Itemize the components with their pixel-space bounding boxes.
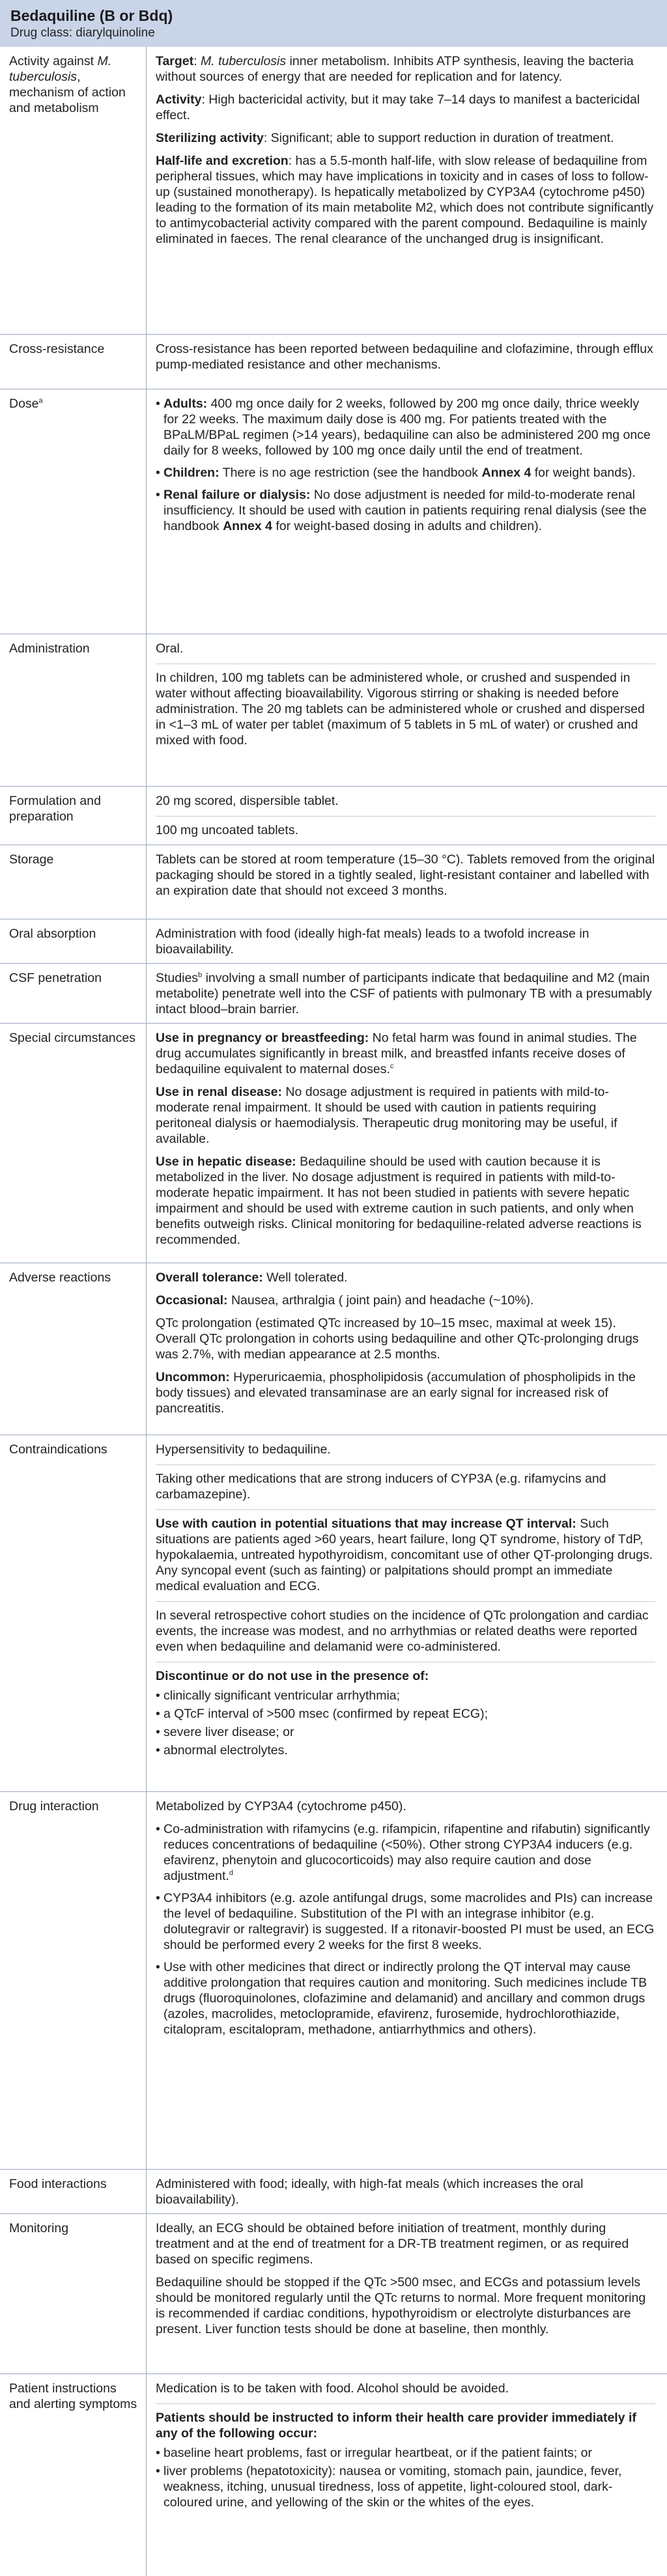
body-text: In children, 100 mg tablets can be administered whole, or crushed and suspended in water without affecting bioavailability. Vigorous stirring or shaking is needed before administration. The 20 mg tablets can be administered whole or crushed and dispersed in <1–3 mL of water per tablet (maximum of 5 tablets in 5 mL of water) or crushed and mixed with food.: [156, 664, 655, 748]
list-item: • Use with other medicines that direct or indirectly prolong the QT interval may cause additive prolongation that requires caution and monitoring. Such medicines include TB drugs (fluoroquinolones, clofazimine and delamanid) and ancillary and common drugs (azoles, macrolides, metoclopramide, efavirenz, furosemide, hydrochlorothiazide, citalopram, escitalopram, methadone, antiarrhythmics and others).: [156, 1959, 655, 2037]
row-dose: [0, 389, 667, 634]
row-formulation: [0, 787, 667, 845]
body-text: There is no age restriction (see the handbook: [219, 466, 482, 480]
term: Use in hepatic disease:: [156, 1155, 296, 1169]
row-food-interactions: [0, 2170, 667, 2214]
body-text: Such situations are patients aged >60 years, heart failure, long QT syndrome, history of TdP, hypokalaemia, untreated hypothyroidism, concomitant use of other QT-prolonging drugs. Any syncopal event (such as fainting) or palpitations should prompt an immediate medical evaluation and ECG.: [156, 1517, 653, 1593]
body-text: No dosage adjustment is required in patients with mild-to-moderate renal impairment. It should be used with caution in patients requiring peritoneal dialysis or haemodialysis. Therapeutic drug monitoring may be useful, if available.: [156, 1085, 617, 1146]
row-activity: [0, 47, 667, 335]
drug-class: Drug class: diarylquinoline: [10, 26, 155, 40]
body-text: for weight bands).: [531, 466, 636, 480]
row-content: [146, 389, 667, 634]
row-content: Administered with food; ideally, with high-fat meals (which increases the oral bioavailability).: [146, 2170, 667, 2213]
list-item: • abnormal electrolytes.: [156, 1743, 655, 1758]
annex-reference: Annex 4: [481, 466, 532, 480]
list-text: clinically significant ventricular arrhythmia;: [163, 1688, 401, 1703]
footnote-marker: c: [390, 1062, 394, 1071]
body-text: inner metabolism. Inhibits ATP synthesis, leaving the bacteria without sources of energy that are needed for replication and for latency.: [156, 54, 634, 84]
row-label: Adverse reactions: [9, 1270, 111, 1285]
body-text: for weight-based dosing in adults and children).: [272, 519, 543, 533]
term: Use with caution in potential situations that may increase QT interval:: [156, 1517, 576, 1531]
row-label: Patient instructions and alerting symptoms: [9, 2381, 137, 2411]
footnote-marker: a: [38, 397, 43, 405]
row-cross-resistance: [0, 335, 667, 389]
body-text: No dose adjustment is needed for mild-to-moderate renal insufficiency. It should be used with caution in patients requiring renal dialysis (see the handbook: [163, 488, 647, 533]
term: Use in renal disease:: [156, 1085, 283, 1099]
row-storage: [0, 845, 667, 919]
body-text: No fetal harm was found in animal studies. The drug accumulates significantly in breast milk, and breastfed infants receive doses of bedaquiline equivalent to maternal doses.: [156, 1031, 637, 1076]
row-label: Special circumstances: [9, 1031, 135, 1045]
term: Adults:: [163, 397, 208, 411]
body-text: Hypersensitivity to bedaquiline.: [156, 1442, 331, 1457]
term: Children:: [163, 466, 220, 480]
row-label: [0, 47, 146, 334]
body-text: Studies: [156, 971, 199, 985]
term: Renal failure or dialysis:: [163, 488, 311, 502]
row-content: [146, 47, 667, 334]
body-text: 400 mg once daily for 2 weeks, followed by 200 mg once daily, thrice weekly for 22 weeks. The maximum daily dose is 400 mg. For patients treated with the BPaLM/BPaL regimen (>14 years), bedaquiline can also be administered 200 mg once daily for 8 weeks, followed by 100 mg once daily until the end of treatment.: [163, 397, 651, 458]
row-special-circumstances: [0, 1024, 667, 1263]
body-text: Medication is to be taken with food. Alcohol should be avoided.: [156, 2381, 509, 2396]
row-content: [146, 1024, 667, 1263]
body-text: Co-administration with rifamycins (e.g. rifampicin, rifapentine and rifabutin) significantly reduces concentrations of bedaquiline (<50%). Other strong CYP3A4 inducers (e.g. efavirenz, phenytoin and glucocorticoids) may also require caution and dose adjustment.: [163, 1822, 650, 1883]
term: Use in pregnancy or breastfeeding:: [156, 1031, 369, 1045]
row-adverse-reactions: [0, 1263, 667, 1435]
term: Half-life and excretion: [156, 154, 289, 168]
body-text: CYP3A4 inhibitors (e.g. azole antifungal drugs, some macrolides and PIs) can increase the level of bedaquiline. Substitution of the PI with an integrase inhibitor (e.g. dolutegravir or raltegravir) is suggested. If a ritonavir-boosted PI must be used, an ECG should be performed every 2 weeks for the first 8 weeks.: [163, 1891, 655, 1952]
label-text: Dose: [9, 397, 39, 411]
page-title: Bedaquiline (B or Bdq): [10, 7, 173, 24]
row-content: [146, 1263, 667, 1435]
list-text: liver problems (hepatotoxicity): nausea or vomiting, stomach pain, jaundice, fever, weakness, itching, unusual tiredness, loss of appetite, light-coloured stool, dark-coloured urine, and yellowing of the skin or the whites of the eyes.: [163, 2464, 622, 2510]
body-text: Well tolerated.: [263, 1270, 348, 1285]
body-text: 100 mg uncoated tablets.: [156, 816, 655, 838]
row-administration: [0, 634, 667, 787]
row-label: Formulation and preparation: [9, 794, 101, 824]
body-text: : has a 5.5-month half-life, with slow release of bedaquiline from peripheral tissues, which may have implications in toxicity and in cases of loss to follow-up (sustained monotherapy). Is hepatically metabolized by CYP3A4 (cytochrome p450) leading to the formation of its main metabolite M2, which does not contribute significantly to antimycobacterial activity compared with the parent compound. Bedaquiline is mainly eliminated in faeces. The renal clearance of the unchanged drug is insignificant.: [156, 154, 654, 246]
list-item: • baseline heart problems, fast or irregular heartbeat, or if the patient faints; or: [156, 2445, 655, 2461]
body-text: Metabolized by CYP3A4 (cytochrome p450).: [156, 1799, 406, 1813]
row-content: Cross-resistance has been reported between bedaquiline and clofazimine, through efflux pump-mediated resistance and other mechanisms.: [146, 335, 667, 389]
monograph-header: [0, 0, 667, 47]
list-item: • CYP3A4 inhibitors (e.g. azole antifungal drugs, some macrolides and PIs) can increase the level of bedaquiline. Substitution of the PI with an integrase inhibitor (e.g. dolutegravir or raltegravir) is suggested. If a ritonavir-boosted PI must be used, an ECG should be performed every 2 weeks for the first 8 weeks.: [156, 1891, 655, 1952]
row-label: Administration: [9, 641, 90, 656]
list-item: • liver problems (hepatotoxicity): nausea or vomiting, stomach pain, jaundice, fever, weakness, itching, unusual tiredness, loss of appetite, light-coloured stool, dark-coloured urine, and yellowing of the skin or the whites of the eyes.: [156, 2463, 655, 2510]
label-text: Activity against: [9, 54, 98, 68]
label-text: , mechanism of action and metabolism: [9, 70, 126, 115]
row-label: Monitoring: [9, 2221, 69, 2235]
list-text: severe liver disease; or: [163, 1725, 294, 1739]
label-italic: M. tuberculosis: [9, 54, 112, 84]
body-text: QTc prolongation (estimated QTc increased by 10–15 msec, maximal at week 15). Overall QTc prolongation in cohorts using bedaquiline and other QTc-prolonging drugs was 2.7%, with median appearance at 2.5 months.: [156, 1316, 639, 1362]
annex-reference: Annex 4: [223, 519, 272, 533]
row-label: Oral absorption: [9, 927, 96, 941]
row-label: Contraindications: [9, 1442, 107, 1457]
row-drug-interaction: [0, 1792, 667, 2170]
footnote-marker: b: [198, 971, 203, 979]
list-item: • severe liver disease; or: [156, 1724, 655, 1740]
term: Patients should be instructed to inform their health care provider immediately if any of the following occur:: [156, 2411, 636, 2441]
body-text: Bedaquiline should be stopped if the QTc >500 msec, and ECGs and potassium levels should be monitored regularly until the QTc returns to normal. More frequent monitoring is recommended if cardiac conditions, hypothyroidism or electrolyte disturbances are present. Liver function tests should be done at baseline, then monthly.: [156, 2275, 646, 2336]
row-label: CSF penetration: [9, 971, 102, 985]
row-oral-absorption: [0, 919, 667, 964]
body-text: Nausea, arthralgia ( joint pain) and headache (~10%).: [227, 1293, 534, 1308]
row-content: [146, 1792, 667, 2169]
row-content: [146, 964, 667, 1023]
row-content: [146, 634, 667, 786]
row-label: [0, 389, 146, 634]
row-content: Administration with food (ideally high-fat meals) leads to a twofold increase in bioavailability.: [146, 919, 667, 963]
body-text: Oral.: [156, 641, 184, 656]
list-item: • Children: There is no age restriction (see the handbook Annex 4 for weight bands).: [156, 466, 636, 480]
term: Overall tolerance:: [156, 1270, 263, 1285]
body-text: Ideally, an ECG should be obtained before initiation of treatment, monthly during treatment and at the end of treatment for a DR-TB treatment regimen, or as required based on specific regimens.: [156, 2221, 629, 2267]
term: Occasional:: [156, 1293, 228, 1308]
row-content: [146, 1435, 667, 1791]
list-item: • clinically significant ventricular arrhythmia;: [156, 1688, 655, 1703]
body-text: involving a small number of participants indicate that bedaquiline and M2 (main metabolite) penetrate well into the CSF of patients with pulmonary TB with a presumably intact blood–brain barrier.: [156, 971, 652, 1016]
term: Uncommon:: [156, 1370, 230, 1384]
row-content: [146, 787, 667, 845]
list-text: baseline heart problems, fast or irregular heartbeat, or if the patient faints; or: [163, 2446, 592, 2460]
body-text: : Significant; able to support reduction in duration of treatment.: [263, 131, 614, 145]
list-item: • Adults: 400 mg once daily for 2 weeks, followed by 200 mg once daily, thrice weekly for 22 weeks. The maximum daily dose is 400 mg. For patients treated with the BPaLM/BPaL regimen (>14 years), bedaquiline can also be administered 200 mg once daily for 8 weeks, followed by 100 mg once daily until the end of treatment.: [156, 397, 651, 458]
body-text: Bedaquiline should be used with caution because it is metabolized in the liver. No dosage adjustment is required in patients with mild-to-moderate hepatic impairment. It has not been studied in patients with severe hepatic impairment and should be used with extreme caution in such patients, and only when benefits outweigh risks. Clinical monitoring for bedaquiline-related adverse reactions is recommended.: [156, 1155, 642, 1247]
term: Discontinue or do not use in the presence of:: [156, 1669, 429, 1683]
list-text: abnormal electrolytes.: [163, 1743, 288, 1757]
body-text: : High bactericidal activity, but it may take 7–14 days to manifest a bactericidal effect.: [156, 92, 640, 122]
term: Sterilizing activity: [156, 131, 264, 145]
list-item: • Co-administration with rifamycins (e.g. rifampicin, rifapentine and rifabutin) significantly reduces concentrations of bedaquiline (<50%). Other strong CYP3A4 inducers (e.g. efavirenz, phenytoin and glucocorticoids) may also require caution and dose adjustment.$^d$: [156, 1822, 650, 1883]
body-text: Hyperuricaemia, phospholipidosis (accumulation of phospholipids in the body tissues) and elevated transaminase are an early signal for increased risk of pancreatitis.: [156, 1370, 636, 1416]
row-content: [146, 2214, 667, 2373]
row-csf-penetration: [0, 964, 667, 1024]
term: Target: [156, 54, 194, 68]
row-label: Food interactions: [9, 2177, 107, 2191]
list-item: • Renal failure or dialysis: No dose adjustment is needed for mild-to-moderate renal insufficiency. It should be used with caution in patients requiring renal dialysis (see the handbook Annex 4 for weight-based dosing in adults and children).: [156, 488, 647, 533]
row-label: Cross-resistance: [9, 342, 105, 356]
list-text: a QTcF interval of >500 msec (confirmed by repeat ECG);: [163, 1707, 488, 1721]
footnote-marker: d: [229, 1869, 233, 1877]
row-content: [146, 2374, 667, 2576]
body-text: In several retrospective cohort studies on the incidence of QTc prolongation and cardiac events, the increase was modest, and no arrhythmias or related deaths were reported even when bedaquiline and delamanid were co-administered.: [156, 1601, 655, 1655]
row-label: Drug interaction: [9, 1799, 99, 1813]
row-monitoring: [0, 2214, 667, 2374]
term: Activity: [156, 92, 202, 107]
row-patient-instructions: [0, 2374, 667, 2576]
list-item: • a QTcF interval of >500 msec (confirmed by repeat ECG);: [156, 1706, 655, 1722]
row-content: Tablets can be stored at room temperature (15–30 °C). Tablets removed from the original packaging should be stored in a tightly sealed, light-resistant container and labelled with an expiration date that should not exceed 3 months.: [146, 845, 667, 919]
colon: :: [193, 54, 201, 68]
organism: M. tuberculosis: [201, 54, 287, 68]
row-contraindications: [0, 1435, 667, 1792]
body-text: Taking other medications that are strong inducers of CYP3A (e.g. rifamycins and carbamazepine).: [156, 1464, 655, 1502]
body-text: 20 mg scored, dispersible tablet.: [156, 794, 339, 808]
body-text: Use with other medicines that direct or indirectly prolong the QT interval may cause additive prolongation that requires caution and monitoring. Such medicines include TB drugs (fluoroquinolones, clofazimine and delamanid) and ancillary and common drugs (azoles, macrolides, metoclopramide, efavirenz, furosemide, hydrochlorothiazide, citalopram, escitalopram, methadone, antiarrhythmics and others).: [163, 1960, 647, 2037]
row-label: Storage: [9, 852, 54, 867]
